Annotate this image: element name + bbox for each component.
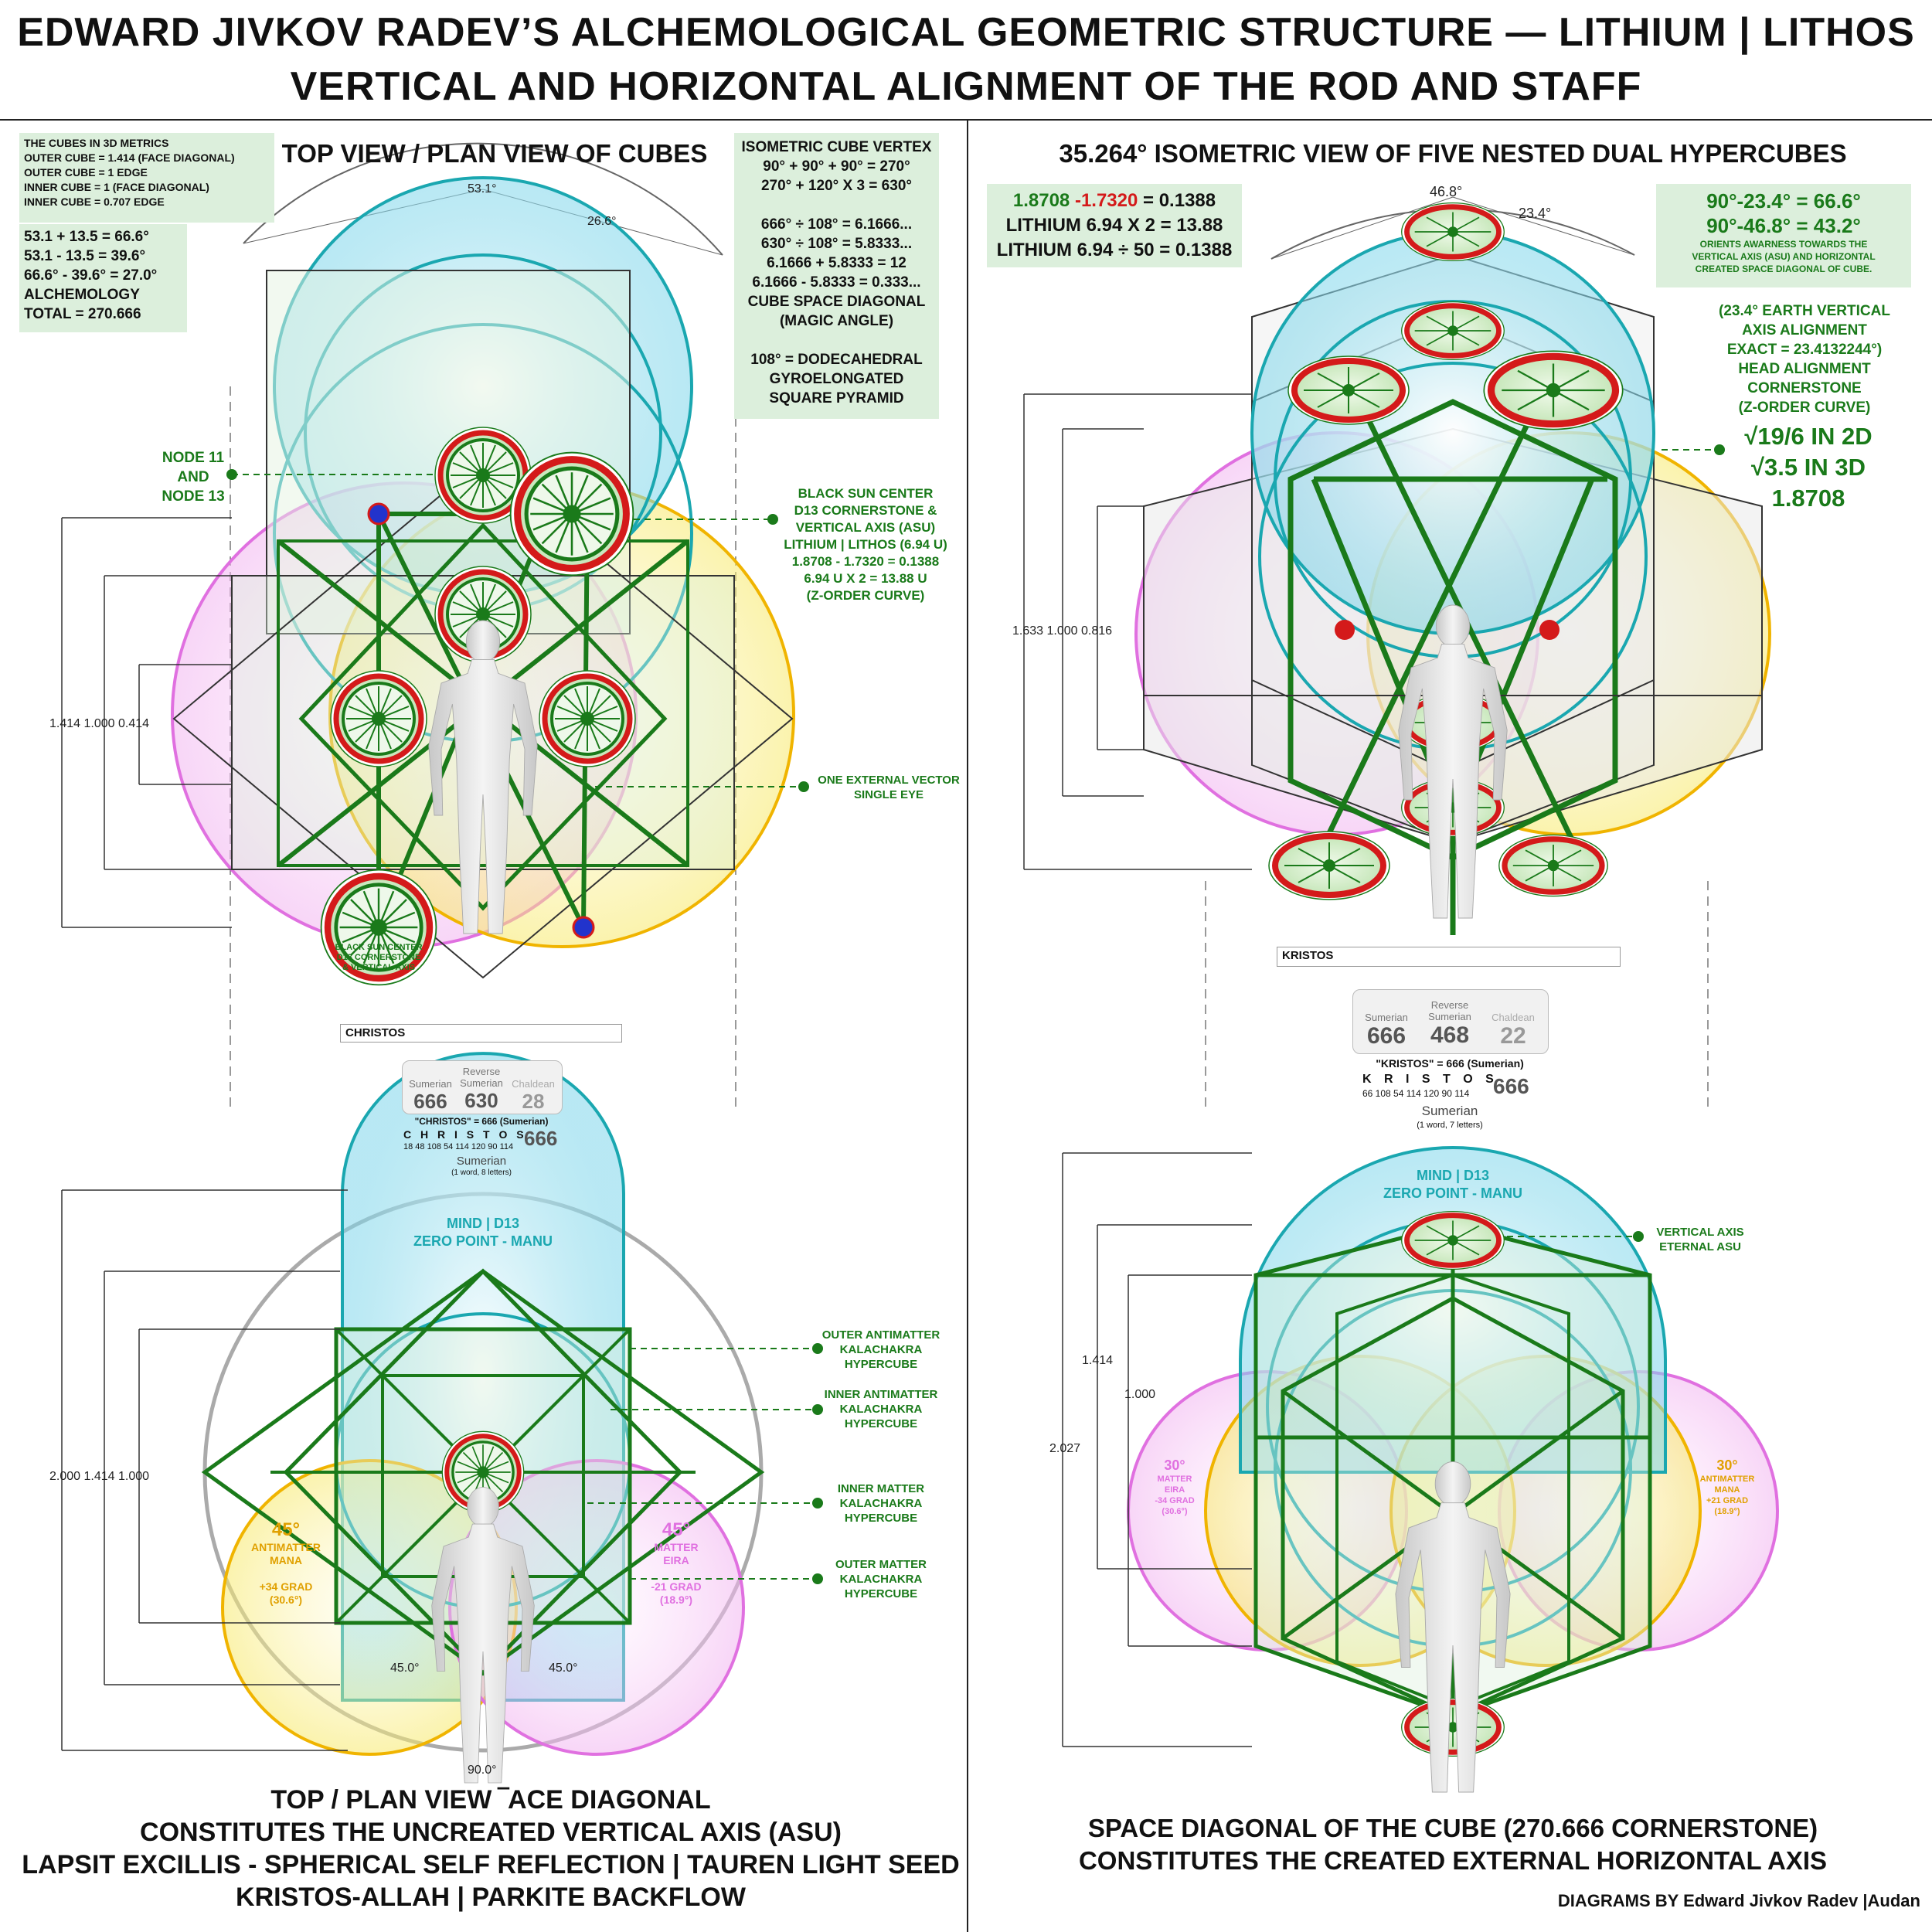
left-header: TOP VIEW / PLAN VIEW OF CUBES — [281, 139, 708, 168]
right-antimatter-label — [1696, 1457, 1758, 1517]
right-caption-line: CONSTITUTES THE CREATED EXTERNAL HORIZONTAL AXIS — [1078, 1846, 1828, 1875]
r-matter-line: MATTER — [1157, 1475, 1192, 1484]
callout-line: OUTER MATTER — [835, 1558, 927, 1571]
isometric-vertex-box — [734, 133, 939, 419]
r-anti-line: +21 GRAD — [1706, 1496, 1749, 1505]
lith-result: = 0.1388 — [1138, 190, 1216, 211]
matter-line: (18.9°) — [659, 1594, 693, 1606]
black-sun-line: (Z-ORDER CURVE) — [806, 588, 925, 603]
inner-antimatter-callout — [819, 1387, 943, 1431]
mind-line: ZERO POINT - MANU — [1383, 1185, 1522, 1201]
left-caption-line: KRISTOS-ALLAH | PARKITE BACKFLOW — [236, 1883, 746, 1912]
callout-line: HYPERCUBE — [844, 1358, 918, 1371]
orient-box — [1656, 184, 1911, 287]
small-sun-line: D13 CORNERSTONE — [336, 953, 421, 962]
small-sun-line: BLACK SUN CENTER — [335, 943, 423, 952]
black-sun-line: 1.8708 - 1.7320 = 0.1388 — [791, 554, 940, 569]
callout-line: KALACHAKRA — [839, 1497, 923, 1510]
vertical-axis-callout — [1638, 1225, 1762, 1254]
metrics-line: OUTER CUBE = 1.414 (FACE DIAGONAL) — [24, 151, 235, 164]
r-anti-line: MANA — [1714, 1485, 1740, 1495]
callout-line: KALACHAKRA — [839, 1343, 923, 1356]
kristos-letter-values: 66 108 54 114 120 90 114 — [1362, 1088, 1470, 1099]
earth-line: (Z-ORDER CURVE) — [1738, 400, 1871, 416]
christos-gematria-box — [402, 1060, 563, 1114]
right-dim-2027: 2.027 — [1049, 1442, 1081, 1455]
iso-line — [739, 331, 934, 350]
orient-line: 90°-23.4° = 66.6° — [1706, 189, 1861, 213]
lith-value-a: 1.8708 — [1012, 190, 1070, 211]
gem-col-label: Reverse — [1430, 999, 1469, 1011]
iso-line: 6.1666 - 5.8333 = 0.333... — [752, 274, 921, 291]
sums-line: TOTAL = 270.666 — [24, 306, 141, 322]
small-sun-line: & VERTICAL AXIS — [342, 963, 416, 972]
anti-line: (30.6°) — [269, 1594, 303, 1606]
anti-line: +34 GRAD — [259, 1580, 313, 1593]
angle-right-45: 45.0° — [549, 1662, 578, 1675]
iso-line: CUBE SPACE DIAGONAL — [747, 294, 926, 310]
orient-line: ORIENTS AWARNESS TOWARDS THE — [1699, 239, 1868, 250]
right-mind-label — [1349, 1167, 1557, 1202]
left-caption — [15, 1784, 966, 1913]
mind-line: ZERO POINT - MANU — [413, 1233, 553, 1249]
gem-value-sumerian: 666 — [1366, 1023, 1406, 1049]
black-sun-callout — [773, 485, 958, 604]
lith-line: LITHIUM 6.94 X 2 = 13.88 — [1005, 215, 1223, 236]
callout-line: HYPERCUBE — [844, 1587, 918, 1600]
gem-col-label: Chaldean — [512, 1078, 555, 1090]
outer-antimatter-callout — [819, 1328, 943, 1372]
left-mind-label — [379, 1215, 587, 1250]
gem-value-sumerian: 666 — [413, 1090, 447, 1113]
left-top-dims: 1.414 1.000 0.414 — [49, 717, 150, 730]
right-top-dims: 1.633 1.000 0.816 — [1012, 624, 1113, 638]
inner-matter-callout — [819, 1481, 943, 1526]
metrics-line: OUTER CUBE = 1 EDGE — [24, 166, 148, 179]
gem-col-label: Sumerian — [1365, 1012, 1408, 1023]
black-sun-line: BLACK SUN CENTER — [798, 486, 934, 501]
vaxis-line: ETERNAL ASU — [1659, 1240, 1741, 1253]
r-matter-line: (30.6°) — [1162, 1507, 1188, 1516]
gem-col-label: Chaldean — [1492, 1012, 1535, 1023]
earth-axis-callout — [1696, 301, 1913, 417]
kristos-type: Sumerian — [1421, 1104, 1478, 1118]
angle-bottom-90: 90.0° — [468, 1764, 497, 1777]
r-matter-line: EIRA — [1164, 1485, 1185, 1495]
black-sun-line: D13 CORNERSTONE & — [794, 503, 937, 518]
callout-line: KALACHAKRA — [839, 1403, 923, 1416]
callout-line: HYPERCUBE — [844, 1417, 918, 1430]
metrics-line: INNER CUBE = 1 (FACE DIAGONAL) — [24, 181, 209, 193]
matter-line: EIRA — [663, 1554, 689, 1566]
matter-line — [630, 1567, 723, 1580]
iso-line: 666° ÷ 108° = 6.1666... — [760, 216, 913, 233]
sqrt-line: 1.8708 — [1771, 485, 1845, 512]
gem-col-label: Sumerian — [409, 1078, 452, 1090]
metrics-line: THE CUBES IN 3D METRICS — [24, 137, 169, 149]
christos-name-field[interactable]: CHRISTOS — [340, 1024, 622, 1043]
r-matter-line: -34 GRAD — [1155, 1496, 1195, 1505]
iso-line: 108° = DODECAHEDRAL — [750, 352, 923, 368]
r-anti-line: (18.9°) — [1714, 1507, 1740, 1516]
sqrt-callout — [1700, 421, 1917, 514]
lithium-box — [987, 184, 1242, 267]
small-sun-label — [325, 943, 433, 973]
callout-line: HYPERCUBE — [844, 1512, 918, 1525]
earth-line: HEAD ALIGNMENT — [1738, 361, 1871, 377]
node-line: NODE 13 — [162, 488, 225, 505]
main-title-line-2: VERTICAL AND HORIZONTAL ALIGNMENT OF THE ROD AND STAFF — [290, 64, 1642, 109]
anti-line: ANTIMATTER — [251, 1541, 321, 1553]
matter-line: -21 GRAD — [651, 1580, 702, 1593]
kristos-name-field[interactable]: KRISTOS — [1277, 947, 1621, 967]
iso-line: SQUARE PYRAMID — [769, 390, 904, 406]
gem-value-reverse: 630 — [464, 1089, 498, 1112]
metrics-line: INNER CUBE = 0.707 EDGE — [24, 196, 165, 208]
christos-type: Sumerian — [456, 1155, 507, 1168]
r-anti-line: 30° — [1716, 1458, 1738, 1473]
iso-line — [739, 196, 934, 215]
orient-line: CREATED SPACE DIAGONAL OF CUBE. — [1695, 264, 1872, 274]
sqrt-line: √19/6 IN 2D — [1744, 423, 1872, 450]
anti-line: MANA — [270, 1554, 302, 1566]
kristos-gem-sub: "KRISTOS" = 666 (Sumerian) — [1376, 1057, 1524, 1070]
node-line: AND — [177, 469, 209, 485]
sums-line: 53.1 - 13.5 = 39.6° — [24, 248, 146, 264]
node-label — [147, 448, 240, 506]
anti-line: 45° — [271, 1519, 301, 1540]
earth-line: CORNERSTONE — [1747, 380, 1862, 396]
gem-col-label: Reverse — [462, 1066, 501, 1077]
right-matter-label — [1148, 1457, 1202, 1517]
christos-total: 666 — [524, 1127, 558, 1150]
black-sun-line: VERTICAL AXIS (ASU) — [795, 520, 936, 535]
black-sun-line: 6.94 U X 2 = 13.88 U — [804, 571, 927, 586]
callout-line: KALACHAKRA — [839, 1573, 923, 1586]
angle-side-label: 26.6° — [587, 215, 617, 228]
right-dim-1000: 1.000 — [1124, 1388, 1156, 1401]
gem-value-reverse: 468 — [1430, 1022, 1470, 1048]
kristos-letters: K R I S T O S — [1362, 1073, 1498, 1086]
orient-line: 90°-46.8° = 43.2° — [1706, 214, 1861, 237]
right-angle-top: 46.8° — [1430, 184, 1463, 199]
ext-vector-line: SINGLE EYE — [853, 788, 924, 801]
matter-line: MATTER — [654, 1541, 699, 1553]
antimatter-label — [240, 1519, 332, 1607]
iso-line: 630° ÷ 108° = 5.8333... — [760, 236, 913, 252]
earth-line: AXIS ALIGNMENT — [1742, 322, 1867, 338]
earth-line: EXACT = 23.4132244°) — [1726, 342, 1883, 358]
right-header: 35.264° ISOMETRIC VIEW OF FIVE NESTED DUAL HYPERCUBES — [1059, 139, 1847, 168]
angle-left-45: 45.0° — [390, 1662, 420, 1675]
vaxis-line: VERTICAL AXIS — [1656, 1226, 1744, 1239]
right-caption — [974, 1812, 1932, 1877]
external-vector-callout — [811, 773, 966, 802]
christos-count: (1 word, 8 letters) — [451, 1168, 512, 1177]
gem-value-chaldean: 28 — [522, 1090, 545, 1113]
ext-vector-line: ONE EXTERNAL VECTOR — [818, 774, 960, 787]
sums-line: 66.6° - 39.6° = 27.0° — [24, 267, 158, 284]
sums-line: 53.1 + 13.5 = 66.6° — [24, 229, 149, 245]
iso-line: 6.1666 + 5.8333 = 12 — [767, 255, 906, 271]
iso-line: GYROELONGATED — [769, 371, 904, 387]
christos-letters: C H R I S T O S — [403, 1128, 527, 1141]
angle-sums-box — [19, 224, 187, 332]
left-caption-line: CONSTITUTES THE UNCREATED VERTICAL AXIS (ASU) — [140, 1818, 842, 1847]
lith-value-b: -1.7320 — [1074, 190, 1138, 211]
gem-value-chaldean: 22 — [1500, 1023, 1526, 1049]
left-caption-line: TOP / PLAN VIEW ‾ACE DIAGONAL — [270, 1785, 711, 1815]
iso-line: 270° + 120° X 3 = 630° — [760, 178, 912, 194]
callout-line: OUTER ANTIMATTER — [821, 1328, 940, 1342]
kristos-count: (1 word, 7 letters) — [1417, 1121, 1483, 1130]
right-angle-side: 23.4° — [1519, 206, 1552, 221]
iso-line: (MAGIC ANGLE) — [779, 313, 894, 329]
right-top-diagram — [1024, 197, 1770, 1113]
sqrt-line: √3.5 IN 3D — [1751, 454, 1866, 481]
christos-gem-sub: "CHRISTOS" = 666 (Sumerian) — [414, 1116, 549, 1127]
iso-line: ISOMETRIC CUBE VERTEX — [741, 139, 932, 155]
left-caption-line: LAPSIT EXCILLIS - SPHERICAL SELF REFLECTION | TAUREN LIGHT SEED — [22, 1850, 960, 1879]
orient-line: VERTICAL AXIS (ASU) AND HORIZONTAL — [1692, 251, 1876, 262]
r-anti-line: ANTIMATTER — [1699, 1475, 1755, 1484]
right-dim-1414: 1.414 — [1082, 1354, 1114, 1367]
kristos-total: 666 — [1493, 1074, 1529, 1098]
gem-col-label: Sumerian — [1428, 1011, 1471, 1022]
matter-line: 45° — [662, 1519, 691, 1540]
left-bottom-dims: 2.000 1.414 1.000 — [49, 1470, 150, 1483]
iso-line: 90° + 90° + 90° = 270° — [763, 158, 910, 175]
r-matter-line: 30° — [1164, 1458, 1185, 1473]
callout-line: INNER MATTER — [837, 1482, 925, 1495]
mind-line: MIND | D13 — [1416, 1168, 1490, 1183]
main-title-line-1: EDWARD JIVKOV RADEV’S ALCHEMOLOGICAL GEOMETRIC STRUCTURE — LITHIUM | LITHOS — [17, 10, 1915, 55]
kristos-gematria-box — [1352, 989, 1549, 1054]
gem-col-label: Sumerian — [460, 1077, 503, 1089]
angle-top-label: 53.1° — [468, 182, 497, 196]
cube-metrics-box — [19, 133, 274, 223]
sums-line: ALCHEMOLOGY — [24, 287, 140, 303]
lith-line: LITHIUM 6.94 ÷ 50 = 0.1388 — [996, 240, 1233, 260]
anti-line — [240, 1567, 332, 1580]
mind-line: MIND | D13 — [446, 1216, 520, 1231]
matter-label — [630, 1519, 723, 1607]
right-caption-line: SPACE DIAGONAL OF THE CUBE (270.666 CORNERSTONE) — [1087, 1814, 1818, 1842]
christos-letter-values: 18 48 108 54 114 120 90 114 — [403, 1142, 514, 1151]
credit-line: DIAGRAMS BY Edward Jivkov Radev |Audan — [1557, 1891, 1920, 1910]
node-line: NODE 11 — [162, 450, 225, 466]
earth-line: (23.4° EARTH VERTICAL — [1719, 303, 1890, 319]
outer-matter-callout — [819, 1557, 943, 1601]
callout-line: INNER ANTIMATTER — [824, 1388, 938, 1401]
black-sun-line: LITHIUM | LITHOS (6.94 U) — [784, 537, 947, 552]
